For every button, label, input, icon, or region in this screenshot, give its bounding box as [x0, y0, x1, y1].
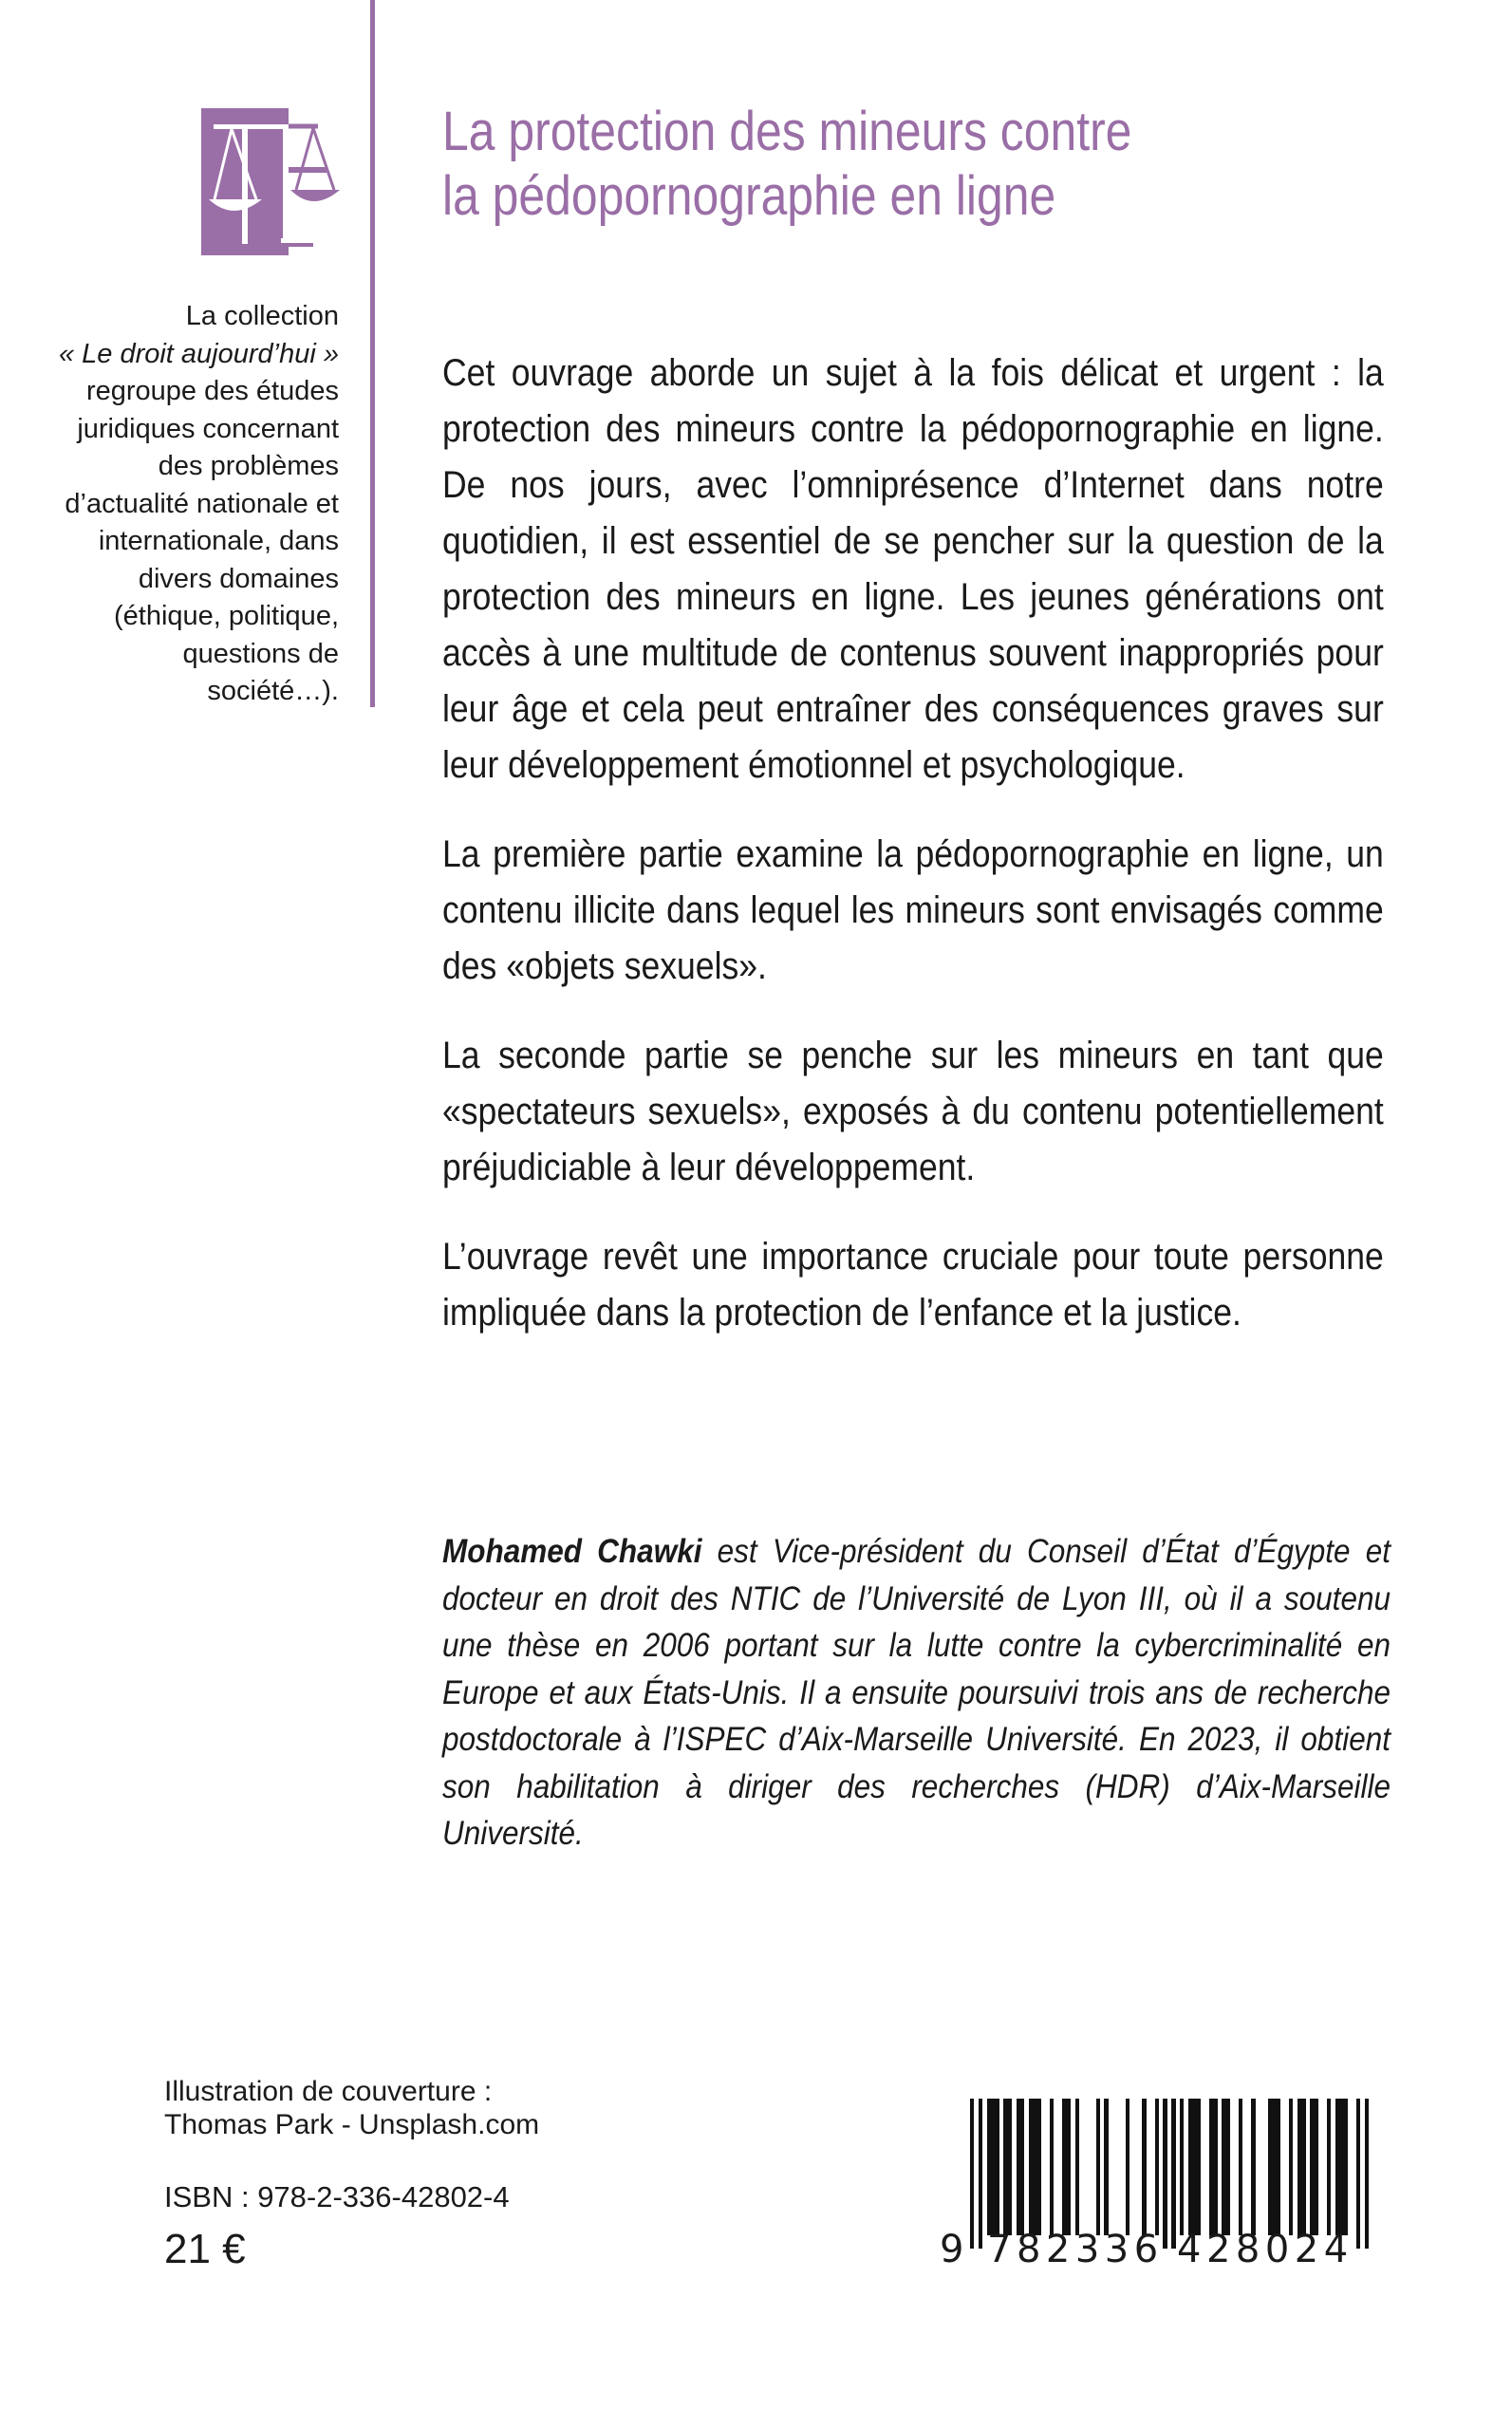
barcode-bar: [1096, 2099, 1100, 2235]
price: 21 €: [164, 2226, 246, 2272]
author-bio: [442, 1528, 1391, 1858]
cover-credits-line-1: Illustration de couverture :: [164, 2076, 493, 2107]
cover-credits-line-2: Thomas Park - Unsplash.com: [164, 2109, 540, 2140]
accent-divider-line: [370, 0, 375, 707]
summary-paragraph-1: Cet ouvrage aborde un sujet à la fois délicat et urgent : la protection des mineurs contre la pédopornographie en ligne. De nos jours, avec l’omniprésence d’Internet dans notre quotidien, il est essentiel de se pencher sur la question de la protection des mineurs en ligne. Les jeunes générations ont accès à une multitude de contenus souvent inappropriés pour leur âge et cela peut entraîner des conséquences graves sur leur développement émotionnel et psychologique.: [442, 352, 1384, 786]
barcode-bar: [1289, 2099, 1293, 2235]
book-title-line-1: La protection des mineurs contre: [442, 101, 1132, 162]
collection-series-name: « Le droit aujourd’hui »: [58, 338, 339, 369]
barcode-bar: [1310, 2099, 1318, 2235]
collection-intro: La collection: [185, 301, 339, 331]
barcode-bar: [1188, 2099, 1201, 2235]
barcode-bar: [1180, 2099, 1184, 2235]
barcode-bar: [1163, 2099, 1167, 2249]
barcode-bar: [1268, 2099, 1280, 2235]
barcode-bar: [1356, 2099, 1360, 2249]
barcode-bar: [1171, 2099, 1175, 2249]
barcode-bar: [1050, 2099, 1054, 2235]
barcode-bar: [1251, 2099, 1255, 2235]
barcode-bar: [1075, 2099, 1079, 2235]
barcode-bar: [1062, 2099, 1071, 2235]
barcode-bar: [1297, 2099, 1306, 2235]
justice-scales-icon: [201, 108, 344, 255]
collection-text: regroupe des études juridiques concernant des problèmes d’actualité nationale et internationale, dans divers domaines (éthique, politique, questions de société…).: [65, 376, 339, 706]
book-title-line-2: la pédopornographie en ligne: [442, 165, 1056, 227]
barcode-bar: [1335, 2099, 1348, 2235]
summary-paragraph-4: L’ouvrage revêt une importance cruciale pour toute personne impliquée dans la protection de l’enfance et la justice.: [442, 1236, 1384, 1334]
isbn: ISBN : 978-2-336-42802-4: [164, 2180, 510, 2213]
barcode-bar: [1142, 2099, 1146, 2235]
cover-credits: [164, 2075, 539, 2141]
author-name: Mohamed Chawki: [442, 1533, 702, 1570]
barcode-digits-left: 782336: [987, 2228, 1164, 2271]
barcode-bar: [1209, 2099, 1218, 2235]
barcode-bar: [1126, 2099, 1129, 2235]
barcode-bar: [1239, 2099, 1242, 2235]
author-bio-text: est Vice-président du Conseil d’État d’Égypte et docteur en droit des NTIC de l’Université de Lyon III, où il a soutenu une thèse en 2006 portant sur la lutte contre la cybercriminalité en Europe et aux États-Unis. Il a ensuite poursuivi trois ans de recherche postdoctorale à l’ISPEC d’Aix-Marseille Université. En 2023, il obtient son habilitation à diriger des recherches (HDR) d’Aix-Marseille Université.: [442, 1533, 1391, 1852]
collection-description: [47, 298, 339, 711]
barcode-bar: [1155, 2099, 1159, 2235]
summary-paragraph-3: La seconde partie se penche sur les mineurs en tant que «spectateurs sexuels», exposés à du contenu potentiellement préjudiciable à leur développement.: [442, 1035, 1384, 1188]
barcode-bar: [1104, 2099, 1108, 2235]
barcode-bar: [1222, 2099, 1230, 2235]
barcode-bar: [1327, 2099, 1331, 2235]
barcode-bar: [1017, 2099, 1025, 2235]
barcode-bar: [979, 2099, 982, 2249]
barcode-bar: [1365, 2099, 1369, 2249]
barcode-lead-digit: 9: [940, 2228, 964, 2271]
barcode-bar: [970, 2099, 974, 2249]
book-summary: [442, 345, 1384, 1374]
barcode-digits-right: 428024: [1177, 2228, 1353, 2271]
barcode-bar: [1029, 2099, 1041, 2235]
barcode-bar: [1003, 2099, 1012, 2235]
book-title: [442, 100, 1259, 229]
summary-paragraph-2: La première partie examine la pédopornographie en ligne, un contenu illicite dans lequel les mineurs sont envisagés comme des «objets sexuels».: [442, 833, 1384, 987]
barcode-bar: [987, 2099, 999, 2235]
